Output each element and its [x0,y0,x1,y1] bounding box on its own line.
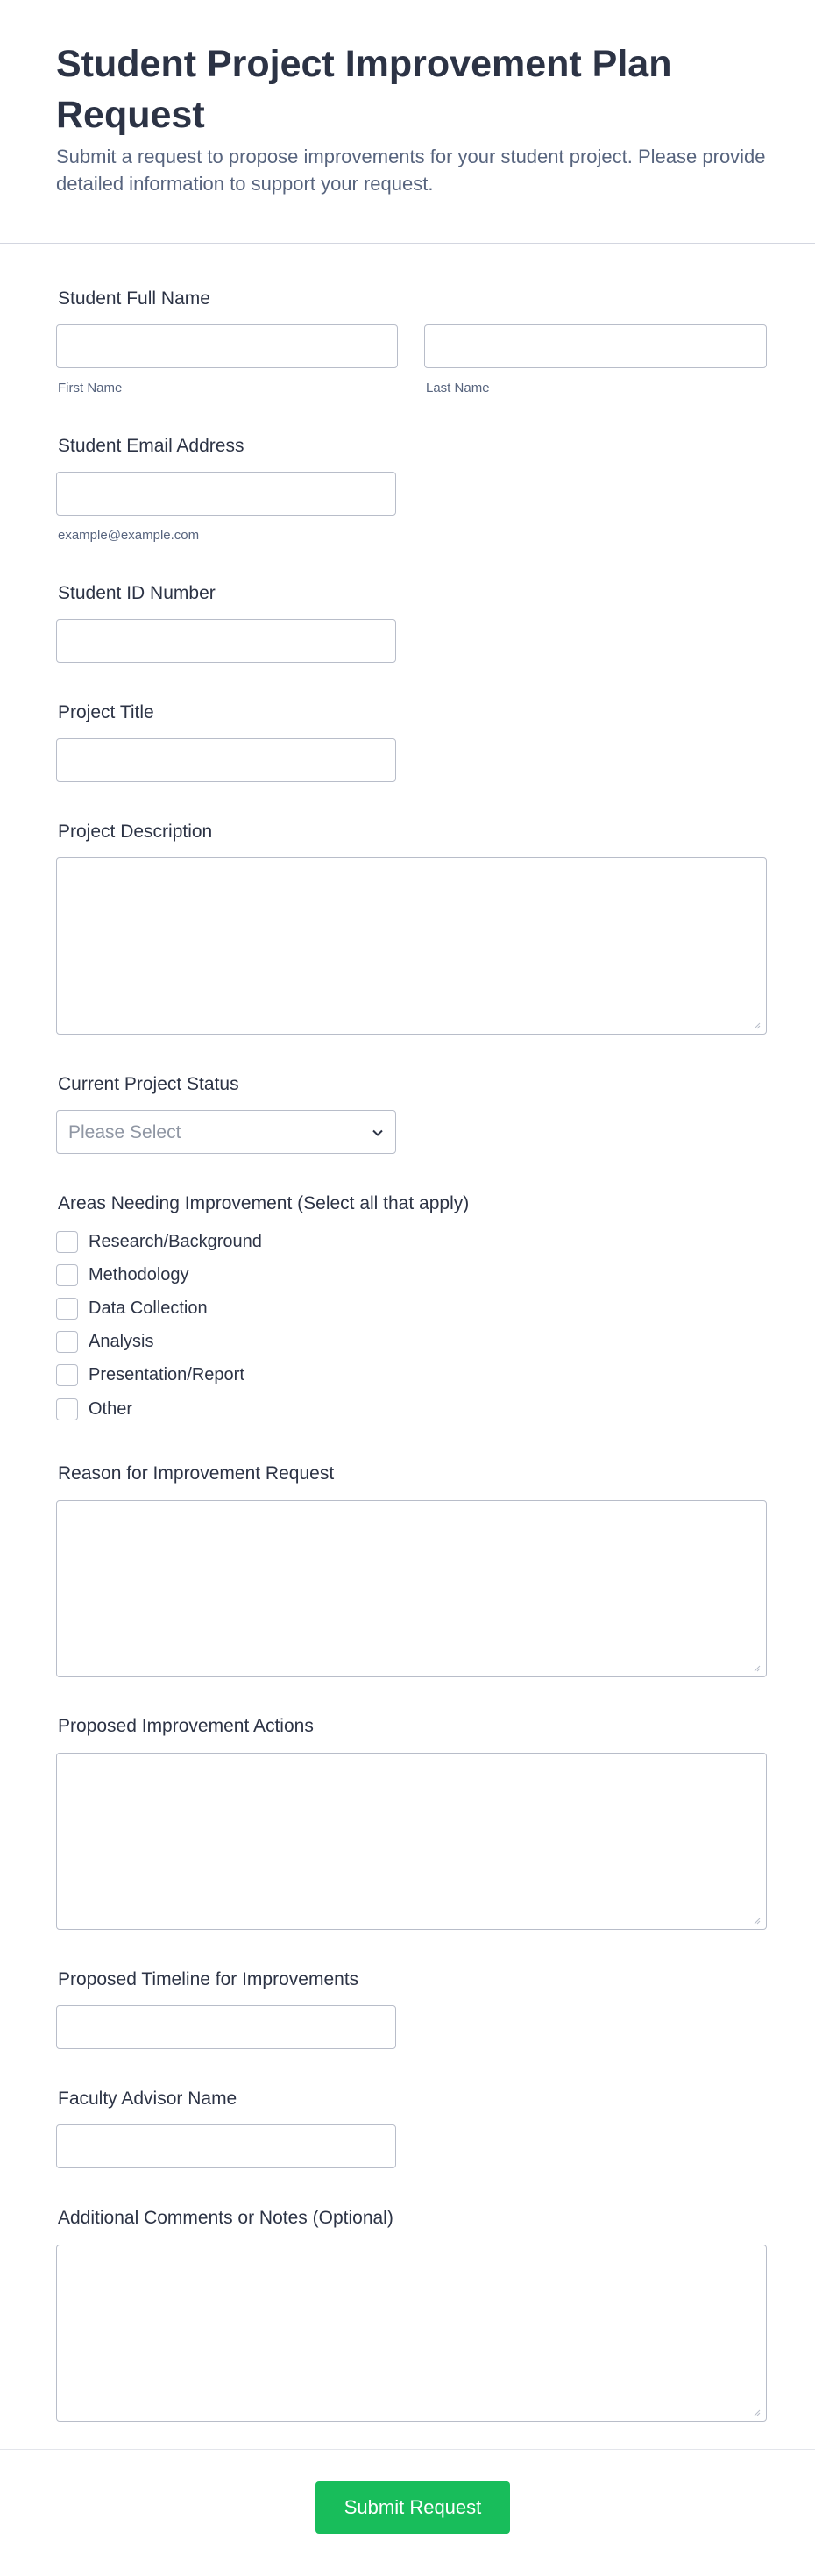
email-sublabel: example@example.com [58,528,200,543]
advisor-input[interactable] [56,2124,396,2168]
form-subtitle: Submit a request to propose improvements for your student project. Please provide detailed information to support your request. [56,146,766,195]
checkbox[interactable] [56,1231,78,1253]
project-status-select[interactable] [56,1110,396,1154]
checkbox-label: Data Collection [89,1299,208,1318]
project-status-label: Current Project Status [58,1074,239,1094]
submit-button[interactable]: Submit Request [315,2481,510,2534]
timeline-label: Proposed Timeline for Improvements [58,1969,359,1989]
project-title-input[interactable] [56,738,396,782]
checkbox[interactable] [56,1364,78,1386]
resize-grip-icon[interactable] [754,1665,761,1672]
form-header [0,0,815,244]
project-title-label: Project Title [58,702,154,722]
checkbox[interactable] [56,1264,78,1286]
checkbox-label: Other [89,1399,133,1419]
last-name-sublabel: Last Name [426,381,490,395]
checkbox-label: Analysis [89,1332,154,1351]
email-input[interactable] [56,472,396,516]
checkbox[interactable] [56,1398,78,1420]
chevron-down-icon [371,1126,385,1140]
resize-grip-icon[interactable] [754,1022,761,1029]
comments-label: Additional Comments or Notes (Optional) [58,2208,393,2228]
resize-grip-icon[interactable] [754,1918,761,1925]
last-name-input[interactable] [424,324,767,368]
advisor-label: Faculty Advisor Name [58,2089,237,2109]
project-status-selected: Please Select [68,1122,181,1142]
checkbox-label: Presentation/Report [89,1365,244,1384]
full-name-label: Student Full Name [58,288,210,309]
first-name-sublabel: First Name [58,381,123,395]
form-title: Student Project Improvement Plan Request [56,43,672,136]
email-label: Student Email Address [58,436,244,456]
checkbox[interactable] [56,1331,78,1353]
actions-textarea[interactable] [56,1753,767,1930]
project-description-textarea[interactable] [56,857,767,1035]
student-id-input[interactable] [56,619,396,663]
comments-textarea[interactable] [56,2245,767,2422]
actions-label: Proposed Improvement Actions [58,1716,314,1736]
timeline-input[interactable] [56,2005,396,2049]
checkbox-label: Methodology [89,1265,189,1284]
checkbox[interactable] [56,1298,78,1320]
resize-grip-icon[interactable] [754,2409,761,2416]
reason-textarea[interactable] [56,1500,767,1677]
reason-label: Reason for Improvement Request [58,1463,335,1484]
student-id-label: Student ID Number [58,583,216,603]
checkbox-label: Research/Background [89,1232,262,1251]
areas-label: Areas Needing Improvement (Select all that apply) [58,1193,470,1213]
first-name-input[interactable] [56,324,398,368]
project-description-label: Project Description [58,822,213,842]
